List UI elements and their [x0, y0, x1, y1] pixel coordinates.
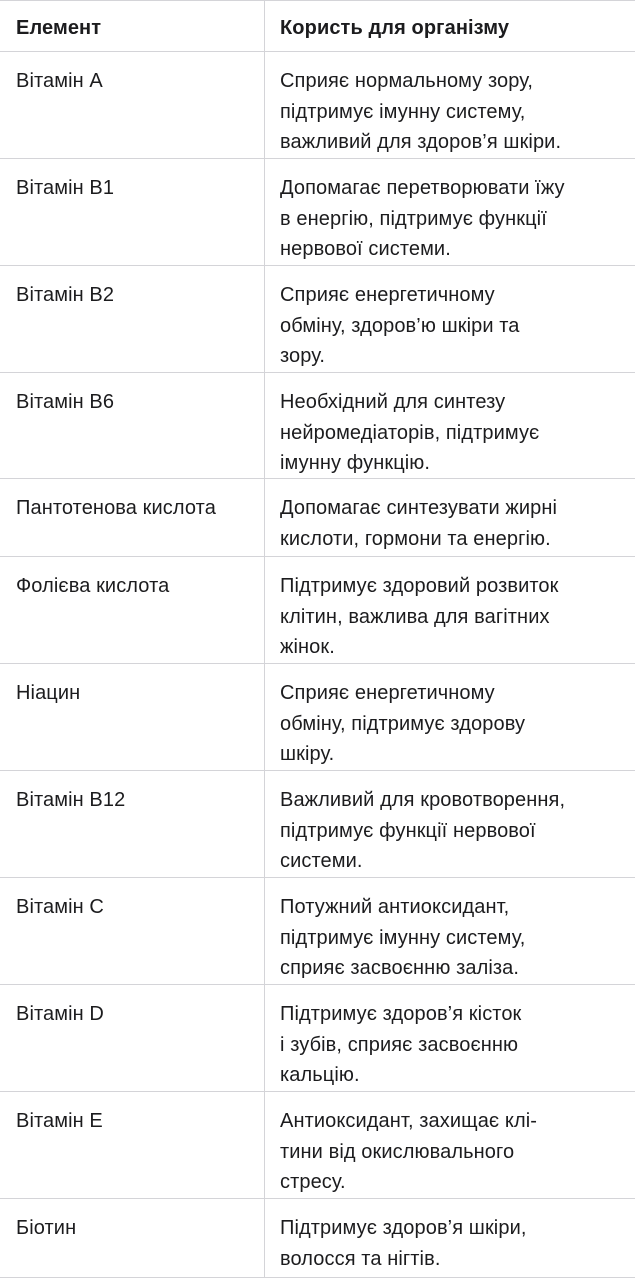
benefit-cell — [265, 159, 635, 265]
table-row — [0, 557, 635, 664]
element-cell: Вітамін A — [0, 52, 265, 158]
benefit-line: підтримує імунну систему, — [280, 926, 526, 949]
element-cell: Пантотенова кислота — [0, 479, 265, 556]
benefit-line: і зубів, сприяє засвоєнню — [280, 1033, 519, 1056]
benefit-line: підтримує функції нервової — [280, 819, 536, 842]
benefit-line: Сприяє енергетичному — [280, 682, 495, 704]
benefit-line: клітин, важлива для вагітних — [280, 605, 550, 628]
benefit-line: Підтримує здоров’я кісток — [280, 1003, 522, 1025]
table-header-row — [0, 1, 635, 52]
benefit-line: Важливий для кровотворення, — [280, 789, 566, 811]
benefit-line: важливий для здоров’я шкіри. — [280, 131, 562, 153]
benefit-line: Допомагає перетворювати їжу — [280, 177, 565, 199]
table-row — [0, 1092, 635, 1199]
table-row — [0, 1199, 635, 1278]
benefit-line: Сприяє нормальному зору, — [280, 70, 534, 92]
element-cell: Вітамін B6 — [0, 373, 265, 478]
benefit-cell — [265, 557, 635, 663]
benefit-cell — [265, 1092, 635, 1198]
benefit-line: волосся та нігтів. — [280, 1247, 441, 1270]
benefit-line: жінок. — [280, 636, 335, 658]
element-cell: Вітамін B2 — [0, 266, 265, 372]
benefit-line: Сприяє енергетичному — [280, 284, 495, 306]
benefit-line: стресу. — [280, 1171, 346, 1193]
benefit-line: обміну, підтримує здорову — [280, 712, 526, 735]
table-row — [0, 985, 635, 1092]
benefit-cell — [265, 373, 635, 478]
element-cell: Вітамін D — [0, 985, 265, 1091]
benefit-cell — [265, 479, 635, 556]
table-row — [0, 878, 635, 985]
benefit-line: Допомагає синтезувати жирні — [280, 497, 558, 519]
benefit-cell — [265, 985, 635, 1091]
element-cell: Ніацин — [0, 664, 265, 770]
benefit-cell — [265, 664, 635, 770]
benefit-line: тини від окислювального — [280, 1140, 515, 1163]
element-cell: Біотин — [0, 1199, 265, 1277]
column-header-benefit: Користь для організму — [280, 17, 510, 39]
benefit-line: Необхідний для синтезу — [280, 391, 506, 413]
benefit-line: шкіру. — [280, 743, 335, 765]
element-cell: Вітамін C — [0, 878, 265, 984]
benefit-line: обміну, здоров’ю шкіри та — [280, 314, 520, 337]
benefit-line: кислоти, гормони та енергію. — [280, 527, 551, 550]
benefit-line: нервової системи. — [280, 238, 451, 260]
element-cell: Вітамін B12 — [0, 771, 265, 877]
benefit-line: Потужний антиоксидант, — [280, 896, 510, 918]
benefit-line: сприяє засвоєнню заліза. — [280, 957, 520, 979]
benefit-line: системи. — [280, 850, 363, 872]
benefit-line: кальцію. — [280, 1064, 360, 1086]
benefit-line: нейромедіаторів, підтримує — [280, 421, 540, 444]
element-cell: Вітамін E — [0, 1092, 265, 1198]
table-row — [0, 771, 635, 878]
table-row — [0, 159, 635, 266]
benefit-cell — [265, 878, 635, 984]
benefit-line: підтримує імунну систему, — [280, 100, 526, 123]
column-header-element: Елемент — [0, 1, 265, 51]
benefit-cell — [265, 52, 635, 158]
benefit-line: Підтримує здоров’я шкіри, — [280, 1217, 527, 1239]
benefit-cell — [265, 1199, 635, 1277]
table-row — [0, 373, 635, 479]
benefit-line: зору. — [280, 345, 326, 367]
benefit-line: Підтримує здоровий розвиток — [280, 575, 559, 597]
benefit-line: в енергію, підтримує функції — [280, 207, 547, 230]
table-row — [0, 52, 635, 159]
element-cell: Вітамін B1 — [0, 159, 265, 265]
benefit-cell — [265, 266, 635, 372]
benefit-line: імунну функцію. — [280, 452, 431, 474]
benefit-cell — [265, 771, 635, 877]
table-row — [0, 266, 635, 373]
table-row — [0, 664, 635, 771]
table-row — [0, 479, 635, 557]
benefit-line: Антиоксидант, захищає клі- — [280, 1110, 538, 1132]
element-cell: Фолієва кислота — [0, 557, 265, 663]
